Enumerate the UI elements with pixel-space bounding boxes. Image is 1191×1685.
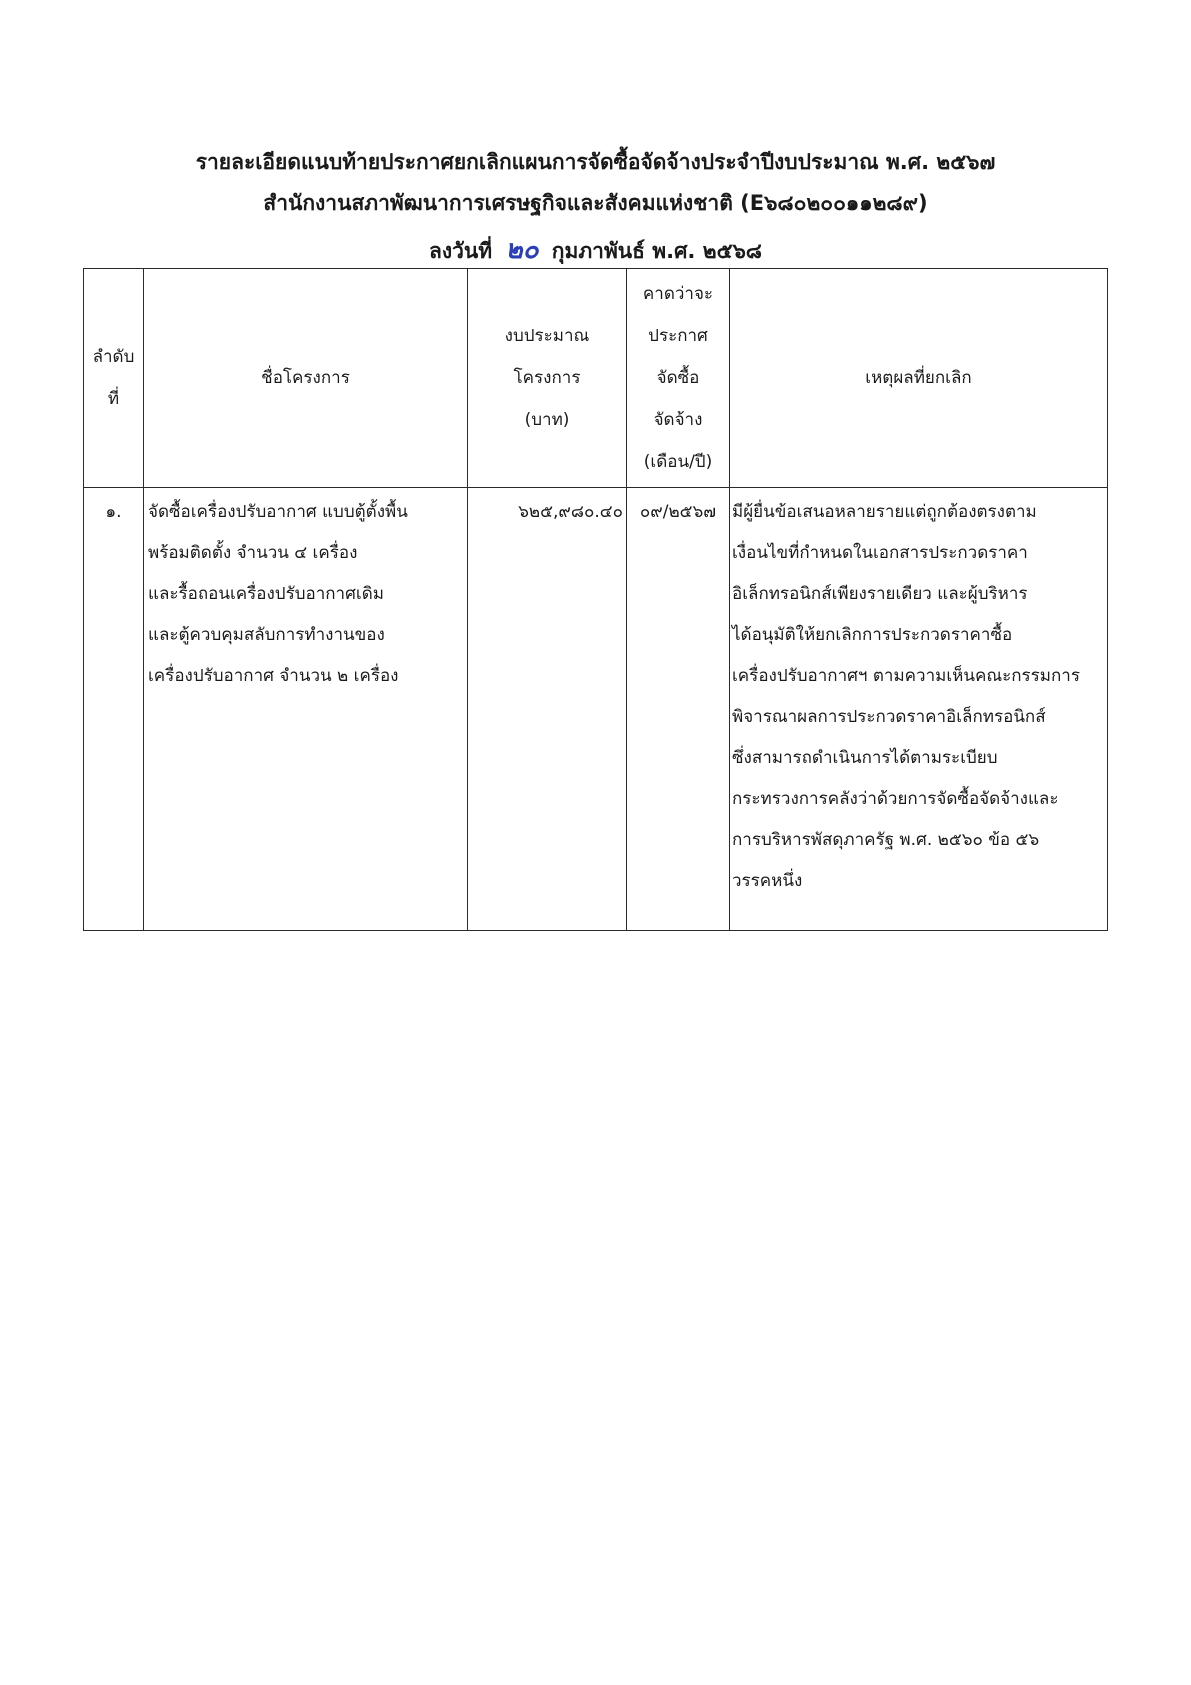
table-header-row [84, 269, 1108, 488]
date-prefix: ลงวันที่ [429, 239, 493, 263]
row-number: ๑. [84, 488, 144, 931]
date-suffix: กุมภาพันธ์ พ.ศ. ๒๕๖๘ [551, 239, 762, 263]
expected-month-cell: ๐๙/๒๕๖๗ [627, 488, 730, 931]
col-header-budget: งบประมาณ โครงการ (บาท) [468, 269, 627, 488]
col-header-project-name: ชื่อโครงการ [144, 269, 468, 488]
col-header-reason: เหตุผลที่ยกเลิก [730, 269, 1108, 488]
project-name-cell: จัดซื้อเครื่องปรับอากาศ แบบตู้ตั้งพื้น พร้อมติดตั้ง จำนวน ๔ เครื่อง และรื้อถอนเครื่องปรับอากาศเดิม และตู้ควบคุมสลับการทำงานของ เครื่องปรับอากาศ จำนวน ๒ เครื่อง [144, 488, 468, 931]
agency-line: สำนักงานสภาพัฒนาการเศรษฐกิจและสังคมแห่งชาติ (E๖๘๐๒๐๐๑๑๒๘๙) [263, 191, 928, 215]
cancellation-table [83, 268, 1108, 931]
col-header-no: ลำดับ ที่ [84, 269, 144, 488]
budget-cell: ๖๒๕,๙๘๐.๔๐ [468, 488, 627, 931]
table-row [84, 488, 1108, 931]
date-line [0, 235, 1191, 266]
document-title: รายละเอียดแนบท้ายประกาศยกเลิกแผนการจัดซื้อจัดจ้างประจำปีงบประมาณ พ.ศ. ๒๕๖๗ [195, 150, 996, 174]
handwritten-day: ๒๐ [505, 235, 539, 265]
reason-cell: มีผู้ยื่นข้อเสนอหลายรายแต่ถูกต้องตรงตาม เงื่อนไขที่กำหนดในเอกสารประกวดราคา อิเล็กทรอนิกส์เพียงรายเดียว และผู้บริหาร ได้อนุมัติให้ยกเลิกการประกวดราคาซื้อ เครื่องปรับอากาศฯ ตามความเห็นคณะกรรมการ พิจารณาผลการประกวดราคาอิเล็กทรอนิกส์ ซึ่งสามารถดำเนินการได้ตามระเบียบ กระทรวงการคลังว่าด้วยการจัดซื้อจัดจ้างและ การบริหารพัสดุภาครัฐ พ.ศ. ๒๕๖๐ ข้อ ๕๖ วรรคหนึ่ง [730, 488, 1108, 931]
col-header-expected-month: คาดว่าจะ ประกาศ จัดซื้อ จัดจ้าง (เดือน/ปี) [627, 269, 730, 488]
